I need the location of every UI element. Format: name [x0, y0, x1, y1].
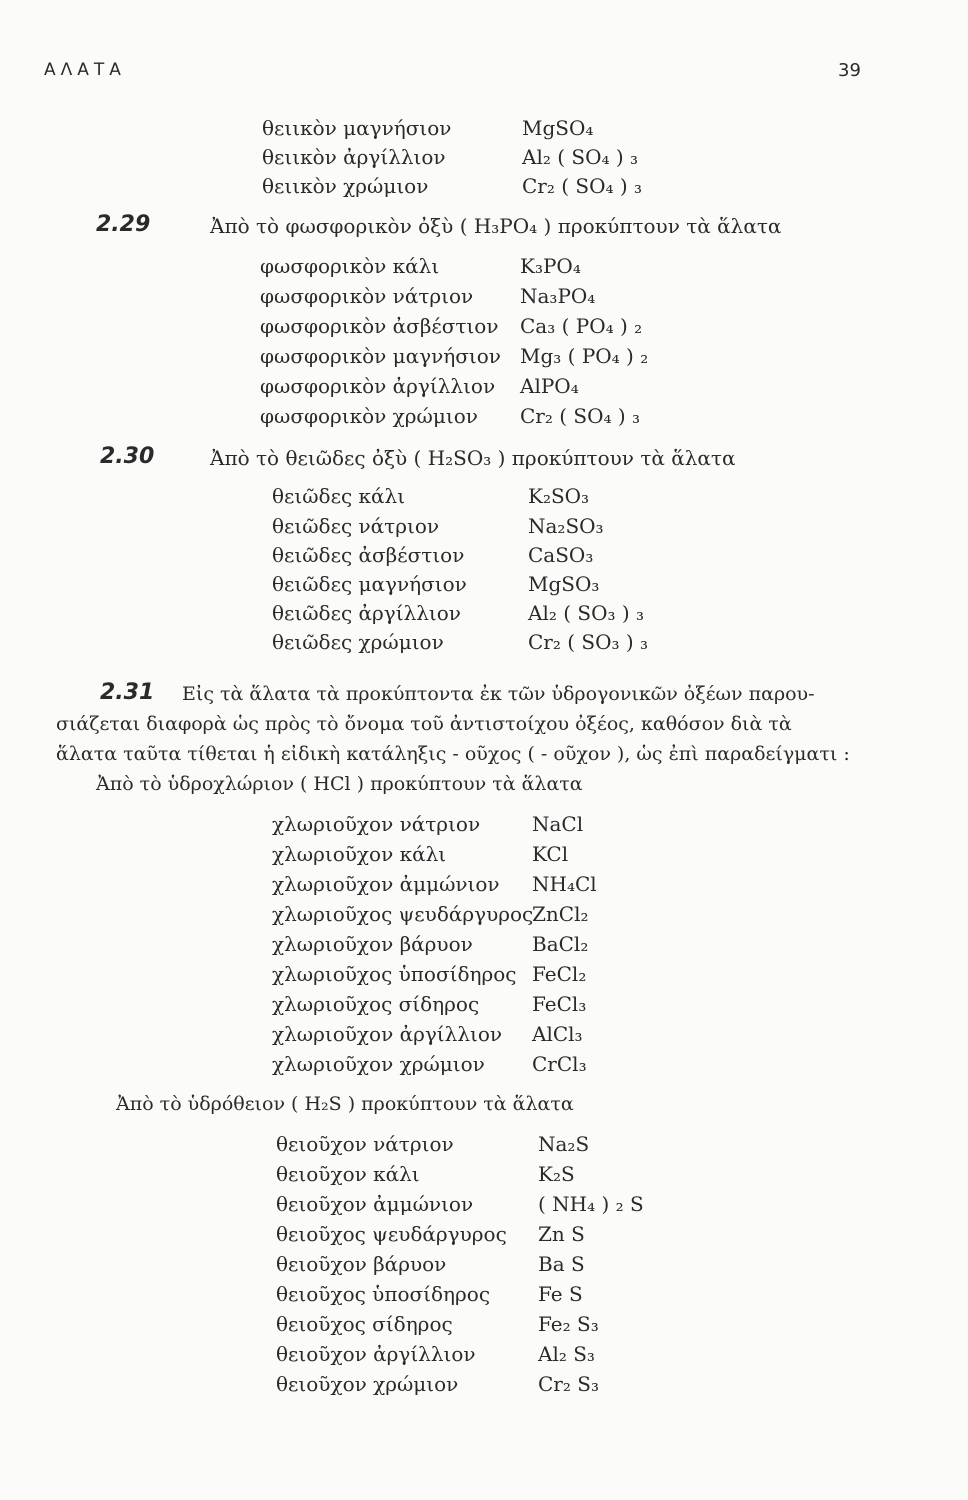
salt-formula: K₂S	[538, 1162, 575, 1186]
salt-name: θειοῦχος ψευδάργυρος	[276, 1222, 507, 1246]
salt-formula: NH₄Cl	[532, 872, 597, 896]
salt-formula: FeCl₂	[532, 962, 587, 986]
paragraph-line: ἅλατα ταῦτα τίθεται ἡ εἰδικὴ κατάληξις - οῦχος ( - οῦχον ), ὡς ἐπὶ παραδείγματι :	[56, 743, 850, 765]
salt-name: χλωριοῦχον κάλι	[272, 842, 447, 866]
salt-formula: Al₂ ( SO₄ ) ₃	[522, 145, 639, 169]
salt-name: χλωριοῦχον βάρυον	[272, 932, 473, 956]
salt-formula: Ba S	[538, 1252, 585, 1276]
salt-name: θειῶδες νάτριον	[272, 514, 440, 538]
running-head: ΑΛΑΤΑ	[44, 60, 126, 80]
salt-name: θειοῦχον κάλι	[276, 1162, 420, 1186]
salt-name: φωσφορικὸν ἀργίλλιον	[260, 374, 496, 398]
paragraph-line: Εἰς τὰ ἅλατα τὰ προκύπτοντα ἐκ τῶν ὑδρογονικῶν ὀξέων παρου-	[182, 683, 815, 705]
salt-name: θειοῦχον ἀμμώνιον	[276, 1192, 474, 1216]
salt-formula: Mg₃ ( PO₄ ) ₂	[520, 344, 649, 368]
salt-name: θειοῦχος ὑποσίδηρος	[276, 1282, 491, 1306]
salt-formula: K₃PO₄	[520, 254, 581, 278]
salt-formula: KCl	[532, 842, 569, 866]
salt-formula: CaSO₃	[528, 543, 594, 567]
salt-formula: Na₂SO₃	[528, 514, 604, 538]
salt-name: θειικὸν χρώμιον	[262, 174, 429, 198]
salt-formula: Cr₂ ( SO₃ ) ₃	[528, 630, 649, 654]
salt-name: θειικὸν μαγνήσιον	[262, 116, 452, 140]
salt-formula: ( NH₄ ) ₂ S	[538, 1192, 644, 1216]
salt-name: θειῶδες κάλι	[272, 484, 406, 508]
salt-formula: Zn S	[538, 1222, 585, 1246]
salt-formula: FeCl₃	[532, 992, 587, 1016]
salt-formula: Ca₃ ( PO₄ ) ₂	[520, 314, 643, 338]
salt-formula: Fe S	[538, 1282, 583, 1306]
salt-name: χλωριοῦχος σίδηρος	[272, 992, 480, 1016]
salt-name: θειῶδες ἀργίλλιον	[272, 601, 461, 625]
page-number: 39	[838, 60, 861, 81]
salt-name: θειοῦχον ἀργίλλιον	[276, 1342, 476, 1366]
salt-name: χλωριοῦχος ψευδάργυρος	[272, 902, 534, 926]
salt-formula: ZnCl₂	[532, 902, 589, 926]
section-number: 2.29	[96, 212, 151, 237]
subsection-intro: Ἀπὸ τὸ ὑδρόθειον ( H₂S ) προκύπτουν τὰ ἅλατα	[116, 1093, 574, 1115]
paragraph-line: σιάζεται διαφορὰ ὡς πρὸς τὸ ὄνομα τοῦ ἀντιστοίχου ὀξέος, καθόσον διὰ τὰ	[56, 713, 792, 735]
salt-formula: Cr₂ S₃	[538, 1372, 599, 1396]
salt-name: θειοῦχον χρώμιον	[276, 1372, 459, 1396]
salt-name: θειικὸν ἀργίλλιον	[262, 145, 446, 169]
salt-name: θειοῦχος σίδηρος	[276, 1312, 453, 1336]
salt-name: χλωριοῦχον ἀμμώνιον	[272, 872, 500, 896]
salt-formula: MgSO₃	[528, 572, 600, 596]
salt-formula: Fe₂ S₃	[538, 1312, 599, 1336]
section-intro: Ἀπὸ τὸ φωσφορικὸν ὀξὺ ( H₃PO₄ ) προκύπτουν τὰ ἅλατα	[210, 214, 782, 238]
salt-formula: MgSO₄	[522, 116, 594, 140]
salt-formula: Cr₂ ( SO₄ ) ₃	[520, 404, 641, 428]
subsection-intro: Ἀπὸ τὸ ὑδροχλώριον ( HCl ) προκύπτουν τὰ ἅλατα	[96, 773, 583, 795]
salt-name: θειοῦχον νάτριον	[276, 1132, 454, 1156]
salt-name: χλωριοῦχον ἀργίλλιον	[272, 1022, 503, 1046]
section-number: 2.30	[100, 444, 155, 469]
salt-formula: BaCl₂	[532, 932, 589, 956]
salt-name: θειοῦχον βάρυον	[276, 1252, 447, 1276]
salt-name: φωσφορικὸν χρώμιον	[260, 404, 478, 428]
salt-name: φωσφορικὸν μαγνήσιον	[260, 344, 501, 368]
salt-formula: AlPO₄	[520, 374, 579, 398]
salt-name: χλωριοῦχον χρώμιον	[272, 1052, 485, 1076]
salt-name: φωσφορικὸν ἀσβέστιον	[260, 314, 499, 338]
salt-name: χλωριοῦχον νάτριον	[272, 812, 481, 836]
section-number: 2.31	[100, 680, 155, 705]
section-intro: Ἀπὸ τὸ θειῶδες ὀξὺ ( H₂SO₃ ) προκύπτουν τὰ ἅλατα	[210, 446, 736, 470]
salt-name: θειῶδες χρώμιον	[272, 630, 444, 654]
salt-formula: AlCl₃	[532, 1022, 583, 1046]
salt-formula: K₂SO₃	[528, 484, 590, 508]
salt-formula: Na₃PO₄	[520, 284, 596, 308]
salt-formula: Al₂ S₃	[538, 1342, 595, 1366]
salt-name: χλωριοῦχος ὑποσίδηρος	[272, 962, 517, 986]
salt-name: θειῶδες ἀσβέστιον	[272, 543, 465, 567]
salt-formula: Na₂S	[538, 1132, 590, 1156]
salt-name: θειῶδες μαγνήσιον	[272, 572, 467, 596]
salt-name: φωσφορικὸν κάλι	[260, 254, 440, 278]
salt-formula: Al₂ ( SO₃ ) ₃	[528, 601, 645, 625]
salt-formula: Cr₂ ( SO₄ ) ₃	[522, 174, 643, 198]
salt-name: φωσφορικὸν νάτριον	[260, 284, 474, 308]
salt-formula: CrCl₃	[532, 1052, 587, 1076]
salt-formula: NaCl	[532, 812, 584, 836]
